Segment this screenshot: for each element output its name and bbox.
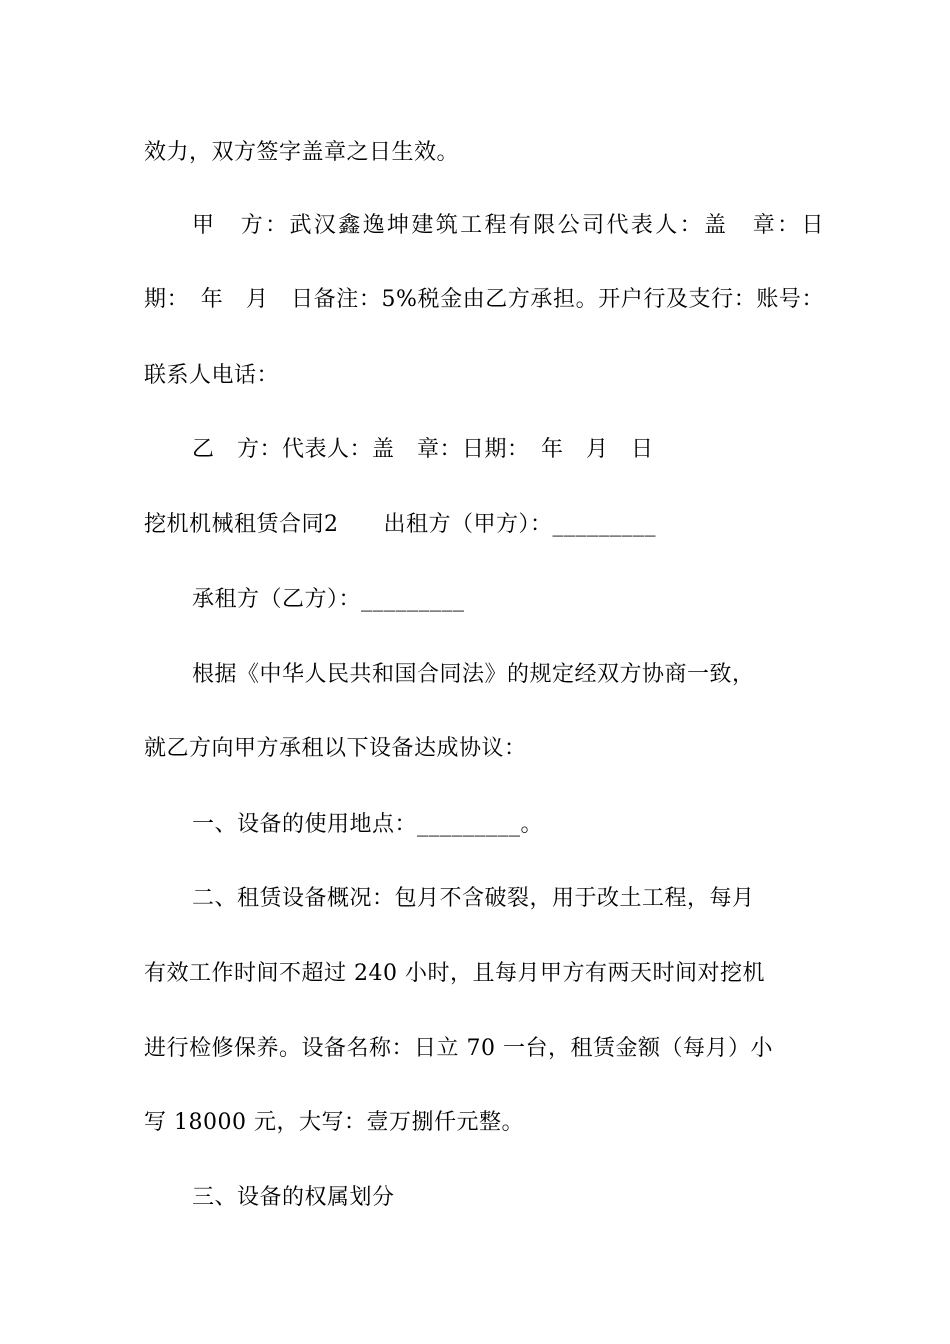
text-line-14: 写 18000 元，大写：壹万捌仟元整。 [144, 1110, 524, 1135]
text-line-5: 乙 方：代表人：盖 章：日期： 年 月 日 [192, 437, 654, 462]
text-line-11: 二、租赁设备概况：包月不含破裂，用于改土工程，每月 [192, 886, 755, 911]
text-line-13: 进行检修保养。设备名称：日立 70 一台，租赁金额（每月）小 [144, 1036, 773, 1061]
text-line-3: 期： 年 月 日备注：5%税金由乙方承担。开户行及支行：账号： [144, 287, 824, 312]
text-line-1: 效力，双方签字盖章之日生效。 [144, 140, 460, 165]
text-line-6: 挖机机械租赁合同2 出租方（甲方）：_________ [144, 512, 656, 537]
text-line-12: 有效工作时间不超过 240 小时，且每月甲方有两天时间对挖机 [144, 961, 765, 986]
text-line-7: 承租方（乙方）：_________ [192, 587, 465, 612]
text-line-2: 甲 方：武汉鑫逸坤建筑工程有限公司代表人：盖 章：日 [192, 213, 824, 238]
text-line-4: 联系人电话： [144, 363, 280, 388]
text-line-10: 一、设备的使用地点：_________。 [192, 812, 544, 837]
text-line-9: 就乙方向甲方承租以下设备达成协议： [144, 736, 527, 761]
text-line-15: 三、设备的权属划分 [192, 1185, 395, 1210]
text-line-8: 根据《中华人民共和国合同法》的规定经双方协商一致， [192, 662, 755, 687]
